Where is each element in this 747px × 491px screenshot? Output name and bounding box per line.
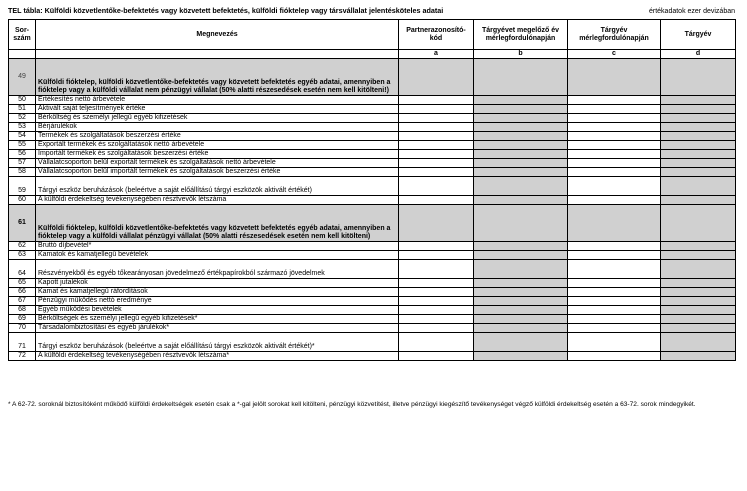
current-year-cell[interactable] (568, 132, 661, 141)
table-row (9, 279, 736, 288)
row-label: A külföldi érdekeltség tevékenységében résztvevők létszáma (36, 196, 399, 205)
prev-year-cell[interactable] (474, 306, 568, 315)
targyev-cell[interactable] (661, 96, 736, 105)
partner-code-cell[interactable] (399, 96, 474, 105)
table-row (9, 132, 736, 141)
table-row (9, 306, 736, 315)
row-number: 51 (9, 105, 36, 114)
targyev-cell (661, 59, 736, 96)
unit-note: értékadatok ezer devizában (649, 8, 735, 15)
current-year-cell[interactable] (568, 242, 661, 251)
row-number: 53 (9, 123, 36, 132)
table-row (9, 196, 736, 205)
table-row (9, 105, 736, 114)
targyev-cell[interactable] (661, 150, 736, 159)
prev-year-cell[interactable] (474, 105, 568, 114)
targyev-cell[interactable] (661, 324, 736, 333)
targyev-cell (661, 205, 736, 242)
targyev-cell[interactable] (661, 141, 736, 150)
partner-code-cell[interactable] (399, 315, 474, 324)
table-row (9, 96, 736, 105)
current-year-cell[interactable] (568, 352, 661, 361)
prev-year-cell[interactable] (474, 159, 568, 168)
row-label: Bérköltség és személyi jellegű egyéb kifizetések (36, 114, 399, 123)
row-label: Aktivált saját teljesítmények értéke (36, 105, 399, 114)
row-label: Bérjárulékok (36, 123, 399, 132)
current-year-cell[interactable] (568, 297, 661, 306)
targyev-cell[interactable] (661, 168, 736, 177)
current-year-cell[interactable] (568, 168, 661, 177)
table-row (9, 123, 736, 132)
row-number: 60 (9, 196, 36, 205)
row-label: Tárgyi eszköz beruházások (beleértve a saját előállítású tárgyi eszközök aktivált értékét)* (36, 333, 399, 352)
current-year-cell (568, 59, 661, 96)
targyev-cell[interactable] (661, 315, 736, 324)
row-number: 62 (9, 242, 36, 251)
partner-code-cell[interactable] (399, 242, 474, 251)
targyev-cell[interactable] (661, 196, 736, 205)
current-year-cell[interactable] (568, 114, 661, 123)
row-label: Exportált termékek és szolgáltatások nettó árbevétele (36, 141, 399, 150)
row-number: 54 (9, 132, 36, 141)
partner-code-cell[interactable] (399, 159, 474, 168)
current-year-cell[interactable] (568, 196, 661, 205)
table-row (9, 205, 736, 242)
targyev-cell[interactable] (661, 114, 736, 123)
row-label: Részvényekből és egyéb tőkearányosan jövedelmező értékpapírokból származó jövedelmek (36, 260, 399, 279)
row-label: Egyéb működési bevételek (36, 306, 399, 315)
row-number: 61 (9, 205, 36, 242)
current-year-cell (568, 205, 661, 242)
partner-code-cell (399, 205, 474, 242)
table-row (9, 251, 736, 260)
prev-year-cell (474, 59, 568, 96)
row-number: 56 (9, 150, 36, 159)
table-row (9, 159, 736, 168)
row-number: 58 (9, 168, 36, 177)
targyev-cell[interactable] (661, 132, 736, 141)
prev-year-cell[interactable] (474, 96, 568, 105)
row-number: 69 (9, 315, 36, 324)
current-year-cell[interactable] (568, 324, 661, 333)
partner-code-cell[interactable] (399, 132, 474, 141)
row-number: 59 (9, 177, 36, 196)
targyev-cell[interactable] (661, 123, 736, 132)
row-number: 66 (9, 288, 36, 297)
partner-code-cell[interactable] (399, 196, 474, 205)
partner-code-cell[interactable] (399, 297, 474, 306)
row-number: 52 (9, 114, 36, 123)
prev-year-cell[interactable] (474, 132, 568, 141)
partner-code-cell[interactable] (399, 123, 474, 132)
table-row (9, 59, 736, 96)
current-year-cell[interactable] (568, 177, 661, 196)
column-letter: b (474, 50, 568, 59)
table-row (9, 333, 736, 352)
table-row (9, 141, 736, 150)
table-row (9, 260, 736, 279)
row-number: 68 (9, 306, 36, 315)
row-label: Vállalatcsoporton belül exportált termékek és szolgáltatások nettó árbevétele (36, 159, 399, 168)
current-year-cell[interactable] (568, 159, 661, 168)
row-label: Bruttó díjbevétel* (36, 242, 399, 251)
prev-year-cell[interactable] (474, 251, 568, 260)
prev-year-cell (474, 205, 568, 242)
row-label: Külföldi fióktelep, külföldi közvetlentőke-befektetés vagy közvetett befektetés egyéb adatai, amennyiben a fióktelep vagy a külföldi vállalat nem pénzügyi vállalat (50% alatti részesedések esetén nem kell kitölteni!) (36, 59, 399, 96)
prev-year-cell[interactable] (474, 333, 568, 352)
prev-year-cell[interactable] (474, 260, 568, 279)
current-year-cell[interactable] (568, 279, 661, 288)
targyev-cell[interactable] (661, 279, 736, 288)
table-row (9, 150, 736, 159)
current-year-cell[interactable] (568, 306, 661, 315)
header-partner: Partnerazonosító-kód (399, 20, 474, 50)
row-number: 50 (9, 96, 36, 105)
partner-code-cell[interactable] (399, 105, 474, 114)
prev-year-cell[interactable] (474, 297, 568, 306)
prev-year-cell[interactable] (474, 315, 568, 324)
targyev-cell[interactable] (661, 333, 736, 352)
table-title: TEL tábla: Külföldi közvetlentőke-befektetés vagy közvetett befektetés, külföldi fióktelep vagy társvállalat jelentésköteles adatai (8, 6, 444, 15)
prev-year-cell[interactable] (474, 141, 568, 150)
table-row (9, 288, 736, 297)
partner-code-cell[interactable] (399, 141, 474, 150)
partner-code-cell[interactable] (399, 177, 474, 196)
partner-code-cell[interactable] (399, 251, 474, 260)
row-number: 57 (9, 159, 36, 168)
footnote: * A 62-72. soroknál biztosítóként működő külföldi érdekeltségek esetén csak a *-gal jelölt sorokat kell kitölteni, pénzügyi közvetítést, illetve pénzügyi kiegészítő tevékenységet végző külföldi érdekeltség esetén a 63-72. sorok mindegyikét. (8, 401, 696, 408)
row-number: 72 (9, 352, 36, 361)
header-current-year: Tárgyév mérlegfordulónapján (568, 20, 661, 50)
current-year-cell[interactable] (568, 315, 661, 324)
row-number: 55 (9, 141, 36, 150)
partner-code-cell (399, 59, 474, 96)
partner-code-cell[interactable] (399, 288, 474, 297)
targyev-cell[interactable] (661, 177, 736, 196)
prev-year-cell[interactable] (474, 168, 568, 177)
table-row (9, 168, 736, 177)
prev-year-cell[interactable] (474, 150, 568, 159)
column-letter: d (661, 50, 736, 59)
prev-year-cell[interactable] (474, 114, 568, 123)
targyev-cell[interactable] (661, 288, 736, 297)
prev-year-cell[interactable] (474, 324, 568, 333)
row-label: Vállalatcsoporton belül importált termékek és szolgáltatások beszerzési értéke (36, 168, 399, 177)
column-letter: c (568, 50, 661, 59)
targyev-cell[interactable] (661, 260, 736, 279)
table-row (9, 352, 736, 361)
prev-year-cell[interactable] (474, 288, 568, 297)
prev-year-cell[interactable] (474, 352, 568, 361)
tel-table (8, 19, 736, 361)
row-label: Tárgyi eszköz beruházások (beleértve a saját előállítású tárgyi eszközök aktivált értékét) (36, 177, 399, 196)
header-prev-year: Tárgyévet megelőző év mérlegfordulónapján (474, 20, 568, 50)
table-row (9, 297, 736, 306)
table-row (9, 114, 736, 123)
table-row (9, 315, 736, 324)
row-label: Bérköltségek és személyi jellegű egyéb kifizetések* (36, 315, 399, 324)
targyev-cell[interactable] (661, 352, 736, 361)
prev-year-cell[interactable] (474, 279, 568, 288)
row-number: 49 (9, 59, 36, 96)
row-label: Külföldi fióktelep, külföldi közvetlentőke-befektetés vagy közvetett befektetés egyéb adatai, amennyiben a fióktelep vagy a külföldi vállalat pénzügyi vállalat (50% alatti részesedések esetén nem kell kitölteni) (36, 205, 399, 242)
targyev-cell[interactable] (661, 251, 736, 260)
prev-year-cell[interactable] (474, 196, 568, 205)
prev-year-cell[interactable] (474, 123, 568, 132)
partner-code-cell[interactable] (399, 279, 474, 288)
row-number: 64 (9, 260, 36, 279)
targyev-cell[interactable] (661, 159, 736, 168)
current-year-cell[interactable] (568, 333, 661, 352)
current-year-cell[interactable] (568, 251, 661, 260)
targyev-cell[interactable] (661, 306, 736, 315)
current-year-cell[interactable] (568, 150, 661, 159)
table-row (9, 177, 736, 196)
partner-code-cell[interactable] (399, 333, 474, 352)
table-row (9, 324, 736, 333)
row-number: 65 (9, 279, 36, 288)
partner-code-cell[interactable] (399, 352, 474, 361)
current-year-cell[interactable] (568, 123, 661, 132)
partner-code-cell[interactable] (399, 260, 474, 279)
row-label: Társadalombiztosítási és egyéb járulékok* (36, 324, 399, 333)
current-year-cell[interactable] (568, 288, 661, 297)
partner-code-cell[interactable] (399, 114, 474, 123)
row-label: Pénzügyi működés nettó eredménye (36, 297, 399, 306)
targyev-cell[interactable] (661, 297, 736, 306)
row-label: A külföldi érdekeltség tevékenységében résztvevők létszáma* (36, 352, 399, 361)
partner-code-cell[interactable] (399, 168, 474, 177)
row-label: Kapott jutalékok (36, 279, 399, 288)
row-number: 67 (9, 297, 36, 306)
targyev-cell[interactable] (661, 105, 736, 114)
header-sorszam: Sor-szám (9, 20, 36, 50)
partner-code-cell[interactable] (399, 150, 474, 159)
header-megnevezes: Megnevezés (36, 20, 399, 50)
current-year-cell[interactable] (568, 96, 661, 105)
header-targyev: Tárgyév (661, 20, 736, 50)
targyev-cell[interactable] (661, 242, 736, 251)
partner-code-cell[interactable] (399, 306, 474, 315)
current-year-cell[interactable] (568, 260, 661, 279)
prev-year-cell[interactable] (474, 242, 568, 251)
row-label: Kamatok és kamatjellegű bevételek (36, 251, 399, 260)
partner-code-cell[interactable] (399, 324, 474, 333)
column-letter: a (399, 50, 474, 59)
row-number: 71 (9, 333, 36, 352)
row-label: Termékek és szolgáltatások beszerzési értéke (36, 132, 399, 141)
current-year-cell[interactable] (568, 141, 661, 150)
row-label: Kamat és kamatjellegű ráfordítások (36, 288, 399, 297)
prev-year-cell[interactable] (474, 177, 568, 196)
row-number: 70 (9, 324, 36, 333)
table-body (9, 59, 736, 361)
row-label: Értékesítés nettó árbevétele (36, 96, 399, 105)
row-number: 63 (9, 251, 36, 260)
row-label: Importált termékek és szolgáltatások beszerzési értéke (36, 150, 399, 159)
table-row (9, 242, 736, 251)
current-year-cell[interactable] (568, 105, 661, 114)
